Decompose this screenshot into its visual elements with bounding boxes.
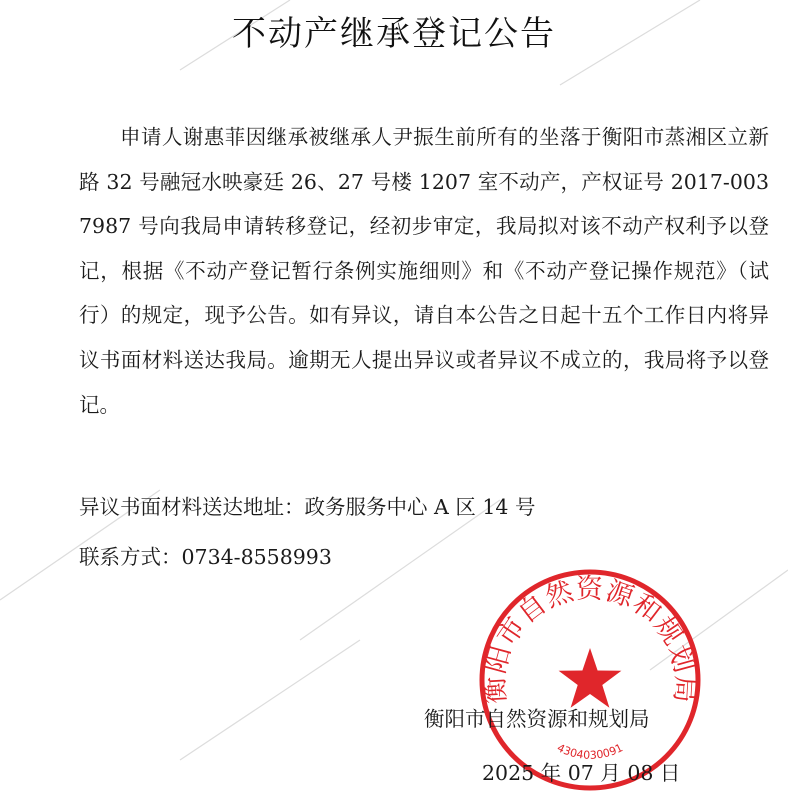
seal-code: 4304030091 — [554, 741, 626, 762]
objection-address-value: 政务服务中心 A 区 14 号 — [304, 495, 536, 519]
issuing-authority: 衡阳市自然资源和规划局 — [424, 707, 650, 731]
notice-body: 申请人谢惠菲因继承被继承人尹振生前所有的坐落于衡阳市蒸湘区立新路 32 号融冠水映豪廷 26、27 号楼 1207 室不动产，产权证号 2017-0037987 号向我局申请转移登记，经初步审定，我局拟对该不动产权利予以登记，根据《不动产登记暂行条例实施细则》和《不动产登记操作规范》（试行）的规定，现予公告。如有异议，请自本公告之日起十五个工作日内将异议书面材料送达我局。逾期无人提出异议或者异议不成立的，我局将予以登记。 — [79, 125, 769, 417]
contact-info — [79, 540, 332, 570]
issue-date: 2025 年 07 月 08 日 — [482, 761, 681, 785]
page-title: 不动产继承登记公告 — [232, 14, 556, 54]
seal-text: 衡阳市自然资源和规划局 — [479, 574, 701, 705]
objection-address-label: 异议书面材料送达地址： — [79, 495, 305, 519]
contact-phone: 0734-8558993 — [181, 545, 332, 569]
objection-address — [79, 490, 535, 520]
contact-label: 联系方式： — [79, 545, 182, 569]
